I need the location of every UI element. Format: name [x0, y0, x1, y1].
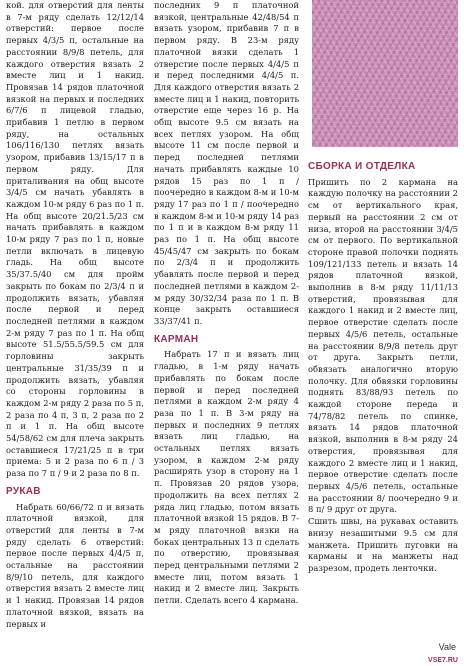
brand-label: Vale — [438, 642, 456, 652]
section-heading-sborka: СБОРКА И ОТДЕЛКА — [308, 161, 416, 172]
section-heading-rukav: РУКАВ — [6, 485, 41, 497]
section-heading-karman: КАРМАН — [154, 333, 199, 345]
body-paragraph: последних 9 п платочной вязкой, центральные 42/48/54 п вязать узором, прибавив 7 п в первом ряду. В 23-м ряду платочной вязки сделать 1 отверстие после первых 4/4/5 п и перед последними 4/4/5 п. Для каждого отверстия вязать 2 вместе лиц и 1 накид, повторить отверстие еще через 16 р. На общ высоте 9.5 см вязать на всех петлях узором. На общ высоте 11 см после первой и перед последней петлями начать прибавлять каждые 10 рядов 15 раз по 1 п / поочередно в каждом 8-м и 10-м ряду 17 раз по 1 п / поочередно в каждом 8-м и 10-м ряду 14 раз по 1 п и в каждом 8-м ряду 11 раз по 1 п. На общ высоте 45/45/47 см закрыть по бокам по 2/3/4 п и продолжить убавлять после первой и перед последней петлями в каждом 2-м ряду 30/32/34 раза по 1 п. В конце закрыть оставшиеся 33/37/41 п. — [154, 0, 299, 326]
body-paragraph: Пришить по 2 кармана на каждую полочку на расстоянии 2 см от вертикального края, первый на расстоянии 2 см от низа, второй на расстоянии 3/4/5 см от первого. По вертикальной стороне правой полочки поднять 109/121/133 петель и вязать 14 рядов платочной вязкой, выполнив в 8-м ряду 11/11/13 отверстий, провязывая для каждого 1 накид и 2 вместе лиц, первое отверстие сделать после первых 4/5/6 петель, остальные на расстоянии 8/9/8 петель друг от друга. Закрыть петли, обвязать аналогично вторую полочку. Для обвязки горловины поднять 83/88/93 петель по каждой стороне переда и 74/78/82 петель по спинке, вязать 14 рядов платочной вязкой, выполнив в 8-м ряду 24 отверстия, провязывая для каждого 2 вместе лиц и 1 накид, первое отверстие сделать после первых 4/5/6 петель, остальные на расстоянии 8/ поочередно 9 и 8 п/ 9 друг от друга. — [308, 176, 458, 515]
column-left — [6, 0, 144, 630]
knit-swatch-image — [312, 0, 458, 147]
body-paragraph: Набрать 60/66/72 п и вязать платочной вязкой, для отверстий для ленты в 7-м ряду сделать 6 отверстий: первое после первых 4/4/5 п, остальные на расстоянии 8/9/10 петель, для каждого отверстия вязать 2 вместе лиц и 1 накид. Провязав 14 рядов платочной вязкой, вязать на первых и — [6, 501, 144, 629]
site-watermark: VSE7.RU — [428, 657, 458, 664]
body-paragraph: Сшить швы, на рукавах оставить внизу незашитыми 9.5 см для манжета. Пришить пуговки на карманы и на манжеты над разрезом, продеть ленточки. — [308, 516, 458, 573]
body-paragraph: Набрать 17 п и вязать лиц гладью, в 1-м ряду начать прибавлять по бокам после первой и перед последней петлями в каждом 2-м ряду 4 раза по 1 п. В 3-м ряду на первых и последних 9 петлях вязать лиц гладью, на остальных петлях вязать узором, в каждом 2-м ряду расширять узор в сторону на 1 п. Провязав 20 рядов узора, продолжить на всех петлях 2 ряда лиц гладью, потом вязать платочной вязкой 15 рядов. В 7-м ряду платочной вязки на боках центральных 13 п сделать по отверстию, провязывая перед центральными петлями 2 вместе лиц, потом вязать 1 накид и 2 вместе лиц. Закрыть петли. Сделать всего 4 кармана. — [154, 349, 299, 606]
column-right — [308, 155, 458, 575]
column-middle — [154, 0, 299, 607]
body-paragraph: кой. для отверстий для ленты в 7-м ряду сделать 12/12/14 отверстий: первое после первых 4/3/5 п, остальные на расстоянии 8/9/8 петель, для каждого отверстия вязать 2 вместе лиц и 1 накид. Провязав 14 рядов платочной вязкой на первых и последних 6/7/6 п лицевой гладью, прибавив 1 петлю в первом ряду, на остальных 106/116/130 петлях вязать узором, прибавив 13/15/17 п в первом ряду. Для приталивания на общ высоте 3/4/5 см начать убавлять в каждом 10-м ряду 6 раз по 1 п. На общ высоте 20/21.5/23 см начать прибавлять в каждом 10-м ряду 7 раз по 1 п, новые петли включать в лицевую гладь. На общ высоте 35/37.5/40 см для пройм закрыть по бокам по 2/3/4 п и продолжить вязать, убавляя после первой и перед последней петлями в каждом 2-м ряду 7 раз по 1 п. На общ высоте 51.5/55.5/59.5 см для горловины закрыть центральные 31/35/39 п и продолжить вязать, убавляя со стороны горловины в каждом 2-м ряду 2 раза по 5 п, 2 раза по 4 п, 3 п, 2 раза по 2 п и 1 п. На общ высоте 54/58/62 см для плеча закрыть оставшиеся 17/21/25 п в три приема: 5 и 2 раза по 6 п / 3 раза по 7 п / 9 и 2 раза по 8 п. — [6, 0, 144, 479]
